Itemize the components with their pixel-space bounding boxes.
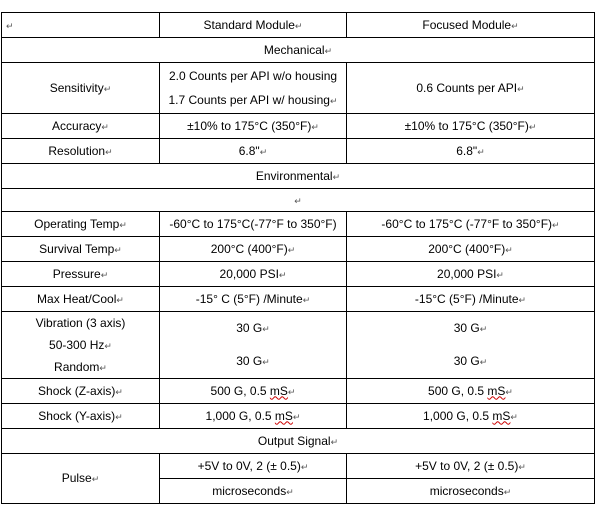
row-label-max-heat-cool: Max Heat/Cool↵ [2,287,160,312]
vibration-standard [160,312,347,379]
vibration-focused [347,312,595,379]
sensitivity-standard-line-1: 2.0 Counts per API w/o housing [168,69,338,83]
resolution-standard: 6.8"↵ [160,139,347,164]
table-row [2,454,595,479]
row-label-operating-temp: Operating Temp↵ [2,212,160,237]
vibration-standard-line-2: 30 G↵ [236,354,270,368]
table-row [2,312,595,379]
max-heat-cool-standard: -15° C (5°F) /Minute↵ [160,287,347,312]
row-label-resolution: Resolution↵ [2,139,160,164]
survival-temp-standard: 200°C (400°F)↵ [160,237,347,262]
table-row [2,379,595,404]
max-heat-cool-focused: -15°C (5°F) /Minute↵ [347,287,595,312]
header-row [2,13,595,38]
row-label-pressure: Pressure↵ [2,262,160,287]
vibration-label-line-2: 50-300 Hz↵ [49,338,112,352]
section-row [2,429,595,454]
pulse-standard-line-1: +5V to 0V, 2 (± 0.5)↵ [160,454,347,479]
table-row [2,262,595,287]
empty-row [2,189,595,212]
table-row [2,139,595,164]
vibration-focused-line-2: 30 G↵ [453,354,488,368]
row-label-survival-temp: Survival Temp↵ [2,237,160,262]
table-row [2,287,595,312]
section-environmental: Environmental↵ [2,164,595,189]
row-label-pulse: Pulse↵ [2,454,160,504]
row-label-accuracy: Accuracy↵ [2,114,160,139]
corner-cell: ↵ [2,13,160,38]
sensitivity-standard-line-2: 1.7 Counts per API w/ housing↵ [168,93,338,107]
survival-temp-focused: 200°C (400°F)↵ [347,237,595,262]
vibration-label-line-3: Random↵ [54,360,107,374]
shock-y-focused: 1,000 G, 0.5 mS↵ [347,404,595,429]
shock-z-focused: 500 G, 0.5 mS↵ [347,379,595,404]
section-row [2,38,595,63]
empty-paragraph-cell: ↵ [2,189,595,212]
shock-y-standard: 1,000 G, 0.5 mS↵ [160,404,347,429]
resolution-focused: 6.8"↵ [347,139,595,164]
pressure-focused: 20,000 PSI↵ [347,262,595,287]
accuracy-focused: ±10% to 175°C (350°F)↵ [347,114,595,139]
sensitivity-focused: 0.6 Counts per API↵ [347,63,595,114]
row-label-vibration [2,312,160,379]
section-mechanical: Mechanical↵ [2,38,595,63]
row-label-shock-y: Shock (Y-axis)↵ [2,404,160,429]
shock-z-standard: 500 G, 0.5 mS↵ [160,379,347,404]
table-row [2,237,595,262]
table-row [2,63,595,114]
specifications-table [1,12,595,504]
pulse-focused-line-2: microseconds↵ [347,479,595,504]
accuracy-standard: ±10% to 175°C (350°F)↵ [160,114,347,139]
vibration-label-line-1: Vibration (3 axis) [35,316,126,330]
operating-temp-standard: -60°C to 175°C(-77°F to 350°F) [160,212,347,237]
vibration-standard-line-1: 30 G↵ [236,321,270,335]
section-output-signal: Output Signal↵ [2,429,595,454]
table-row [2,212,595,237]
sensitivity-standard [160,63,347,114]
pressure-standard: 20,000 PSI↵ [160,262,347,287]
table-row [2,114,595,139]
operating-temp-focused: -60°C to 175°C (-77°F to 350°F)↵ [347,212,595,237]
pulse-focused-line-1: +5V to 0V, 2 (± 0.5)↵ [347,454,595,479]
table-row [2,404,595,429]
pulse-standard-line-2: microseconds↵ [160,479,347,504]
row-label-sensitivity: Sensitivity↵ [2,63,160,114]
row-label-shock-z: Shock (Z-axis)↵ [2,379,160,404]
header-standard-module: Standard Module↵ [160,13,347,38]
vibration-focused-line-1: 30 G↵ [453,321,488,335]
section-row [2,164,595,189]
header-focused-module: Focused Module↵ [347,13,595,38]
